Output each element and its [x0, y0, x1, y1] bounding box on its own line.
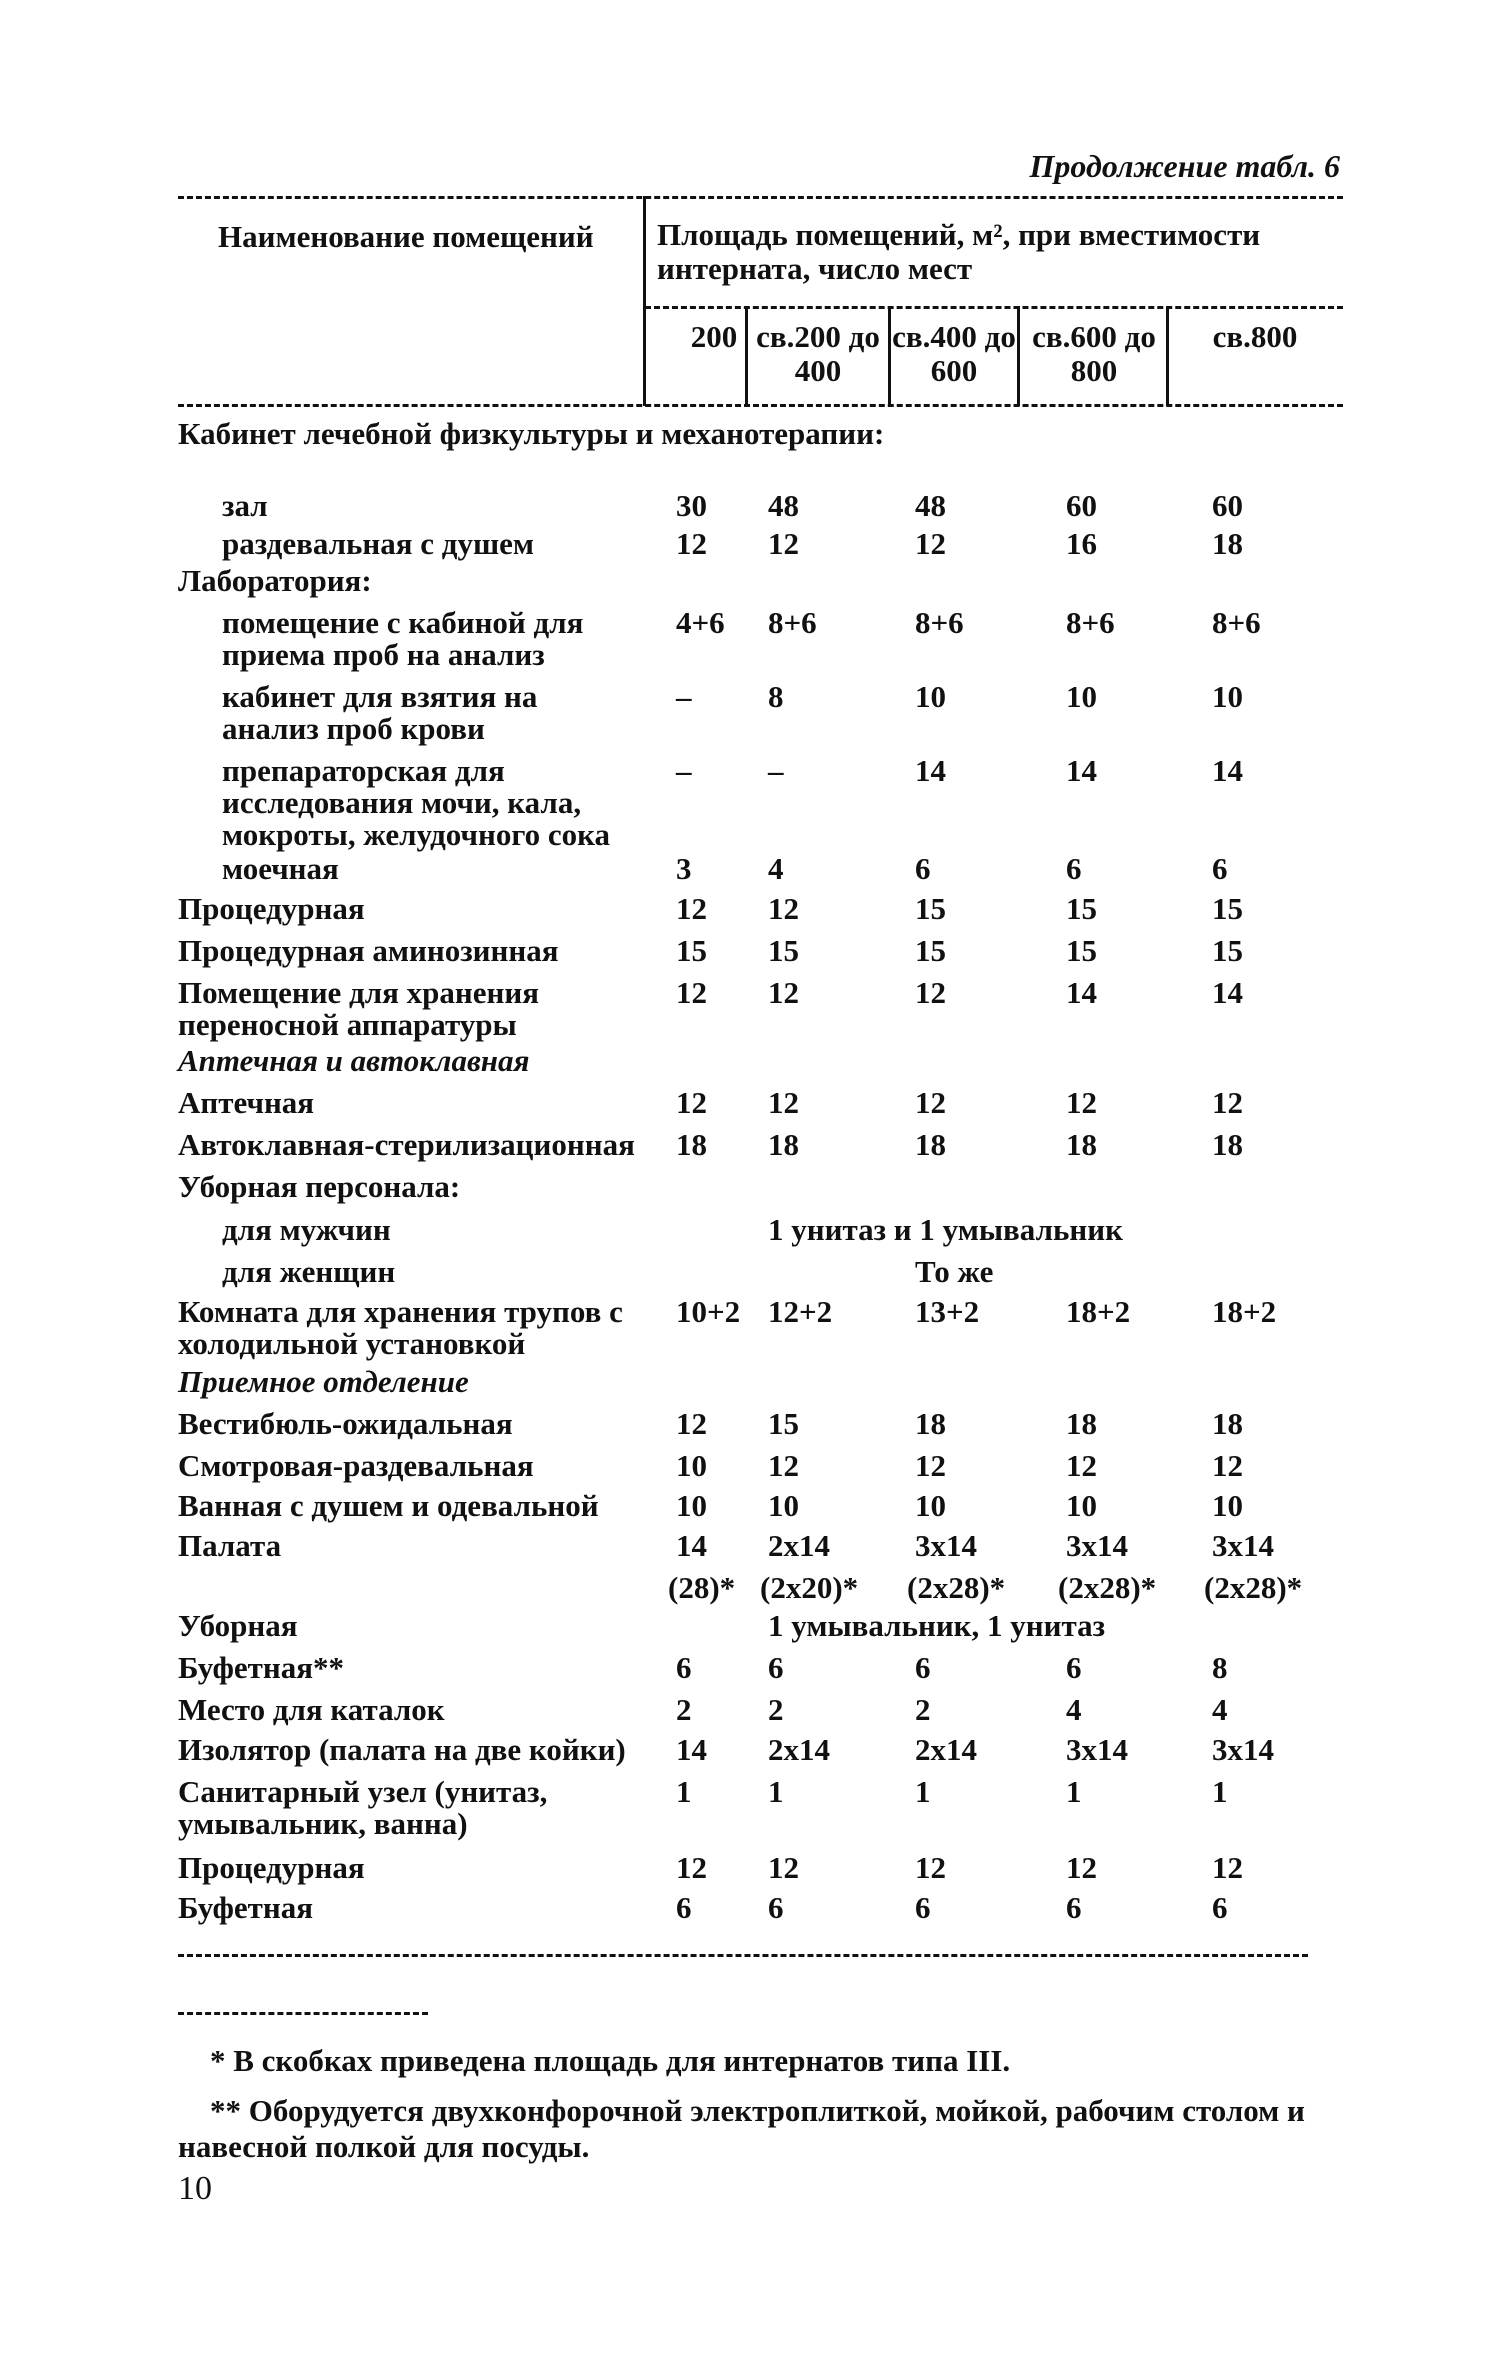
area-value: 18 [915, 1406, 946, 1441]
area-value: 6 [1212, 851, 1228, 886]
room-name: для женщин [222, 1254, 396, 1289]
area-value: 4 [1066, 1692, 1082, 1727]
room-name: для мужчин [222, 1212, 391, 1247]
area-value: (28)* [668, 1570, 736, 1605]
room-name: Палата [178, 1528, 282, 1563]
area-value: 18 [915, 1127, 946, 1162]
area-value: 13+2 [915, 1294, 980, 1329]
room-name: Вестибюль-ожидальная [178, 1406, 513, 1441]
area-value: 12 [1212, 1085, 1243, 1120]
area-value: 1 [1066, 1774, 1082, 1809]
area-value: 14 [1212, 753, 1243, 788]
area-value: 6 [768, 1890, 784, 1925]
area-value: 6 [676, 1650, 692, 1685]
area-value: 15 [768, 933, 799, 968]
area-value: 3x14 [915, 1528, 977, 1563]
area-value: 6 [676, 1890, 692, 1925]
area-value: 1 [915, 1774, 931, 1809]
area-value: 2x14 [768, 1732, 830, 1767]
room-name: Помещение для хранения переносной аппаратуры [178, 975, 540, 1042]
room-name: Комната для хранения трупов с холодильной установкой [178, 1294, 623, 1361]
area-value: 3x14 [1212, 1732, 1274, 1767]
area-value: 12 [676, 526, 707, 561]
room-name: Уборная персонала: [178, 1169, 461, 1204]
room-name: Уборная [178, 1608, 298, 1643]
area-value: 18 [1066, 1127, 1097, 1162]
area-value: 14 [676, 1528, 707, 1563]
area-value: 4+6 [676, 605, 725, 640]
room-name: Буфетная [178, 1890, 314, 1925]
area-value: 14 [676, 1732, 707, 1767]
area-value: 4 [768, 851, 784, 886]
subheader-col-3: св.400 до 600 [892, 319, 1016, 388]
area-value: 48 [915, 488, 946, 523]
area-value: 15 [1066, 933, 1097, 968]
subheader-col-5: св.800 [1212, 319, 1298, 354]
area-value: 12 [1066, 1448, 1097, 1483]
area-value: 8+6 [768, 605, 817, 640]
area-value: 10 [915, 1488, 946, 1523]
area-value: 12 [1212, 1448, 1243, 1483]
area-value: 3x14 [1066, 1732, 1128, 1767]
area-value: 60 [1212, 488, 1243, 523]
subcol-divider-2 [888, 306, 891, 406]
area-value: 8+6 [915, 605, 964, 640]
room-name: препараторская для исследования мочи, кала, мокроты, желудочного сока [222, 753, 611, 852]
area-value: 1 [1212, 1774, 1228, 1809]
header-divider [643, 196, 646, 406]
area-value: 3 [676, 851, 692, 886]
area-value: 2 [768, 1692, 784, 1727]
area-value: 10 [1212, 1488, 1243, 1523]
area-value: 2 [676, 1692, 692, 1727]
area-value: 12 [1212, 1850, 1243, 1885]
area-value: 12 [1066, 1850, 1097, 1885]
area-value: 6 [1066, 1890, 1082, 1925]
subheader-col-1: 200 [690, 319, 738, 354]
area-value: 12 [768, 1448, 799, 1483]
area-value: 6 [1212, 1890, 1228, 1925]
area-value: 1 [676, 1774, 692, 1809]
area-value: 6 [915, 1890, 931, 1925]
subheader-col-4: св.600 до 800 [1032, 319, 1156, 388]
area-value: 12 [915, 1448, 946, 1483]
footnote-2: ** Оборудуется двухконфорочной электроплиткой, мойкой, рабочим столом и навесной полкой для посуды. [178, 2093, 1305, 2164]
header-top-rule [178, 196, 1343, 199]
area-value: 10+2 [676, 1294, 741, 1329]
area-value: 15 [1212, 891, 1243, 926]
area-value: – [676, 753, 692, 788]
area-value: (2x28)* [1204, 1570, 1303, 1605]
area-value: 2x14 [768, 1528, 830, 1563]
room-name: Буфетная** [178, 1650, 345, 1685]
subheader-col-2: св.200 до 400 [756, 319, 880, 388]
area-value: 12 [676, 1085, 707, 1120]
room-name: Изолятор (палата на две койки) [178, 1732, 626, 1767]
area-value: 12 [676, 1850, 707, 1885]
merged-value: 1 умывальник, 1 унитаз [768, 1608, 1106, 1643]
room-name: Санитарный узел (унитаз, умывальник, ванна) [178, 1774, 548, 1841]
area-value: 6 [1066, 851, 1082, 886]
area-value: 3x14 [1066, 1528, 1128, 1563]
area-value: 10 [1066, 679, 1097, 714]
room-name: Кабинет лечебной физкультуры и механотерапии: [178, 416, 885, 451]
area-value: 18+2 [1212, 1294, 1277, 1329]
area-value: 12 [768, 1085, 799, 1120]
area-value: 18+2 [1066, 1294, 1131, 1329]
area-value: 18 [768, 1127, 799, 1162]
room-name: кабинет для взятия на анализ проб крови [222, 679, 538, 746]
merged-value: То же [915, 1254, 994, 1289]
area-value: 1 [768, 1774, 784, 1809]
room-name: Процедурная [178, 891, 365, 926]
area-value: 8+6 [1066, 605, 1115, 640]
area-value: (2x28)* [907, 1570, 1006, 1605]
area-value: – [768, 753, 784, 788]
area-value: 18 [1212, 1127, 1243, 1162]
area-value: 16 [1066, 526, 1097, 561]
area-value: 30 [676, 488, 707, 523]
area-value: 18 [1212, 1406, 1243, 1441]
room-name: моечная [222, 851, 339, 886]
area-value: 14 [1066, 975, 1097, 1010]
area-value: (2x20)* [760, 1570, 859, 1605]
area-value: 12 [676, 1406, 707, 1441]
header-name-column: Наименование помещений [218, 219, 594, 254]
area-value: 4 [1212, 1692, 1228, 1727]
room-name: Аптечная [178, 1085, 315, 1120]
area-value: 8+6 [1212, 605, 1261, 640]
area-value: 12 [768, 891, 799, 926]
room-name: Место для каталок [178, 1692, 445, 1727]
area-value: 12 [915, 1085, 946, 1120]
area-value: 15 [915, 891, 946, 926]
area-value: 15 [676, 933, 707, 968]
area-value: – [676, 679, 692, 714]
area-value: 3x14 [1212, 1528, 1274, 1563]
area-value: 10 [676, 1488, 707, 1523]
area-value: 15 [1212, 933, 1243, 968]
room-name: Аптечная и автоклавная [178, 1043, 530, 1078]
area-value: 6 [768, 1650, 784, 1685]
room-name: Смотровая-раздевальная [178, 1448, 534, 1483]
room-name: помещение с кабиной для приема проб на анализ [222, 605, 584, 672]
area-value: 6 [915, 851, 931, 886]
room-name: Ванная с душем и одевальной [178, 1488, 599, 1523]
area-value: 14 [915, 753, 946, 788]
merged-value: 1 унитаз и 1 умывальник [768, 1212, 1123, 1247]
area-value: 8 [1212, 1650, 1228, 1685]
area-value: 10 [768, 1488, 799, 1523]
area-value: 12 [676, 891, 707, 926]
room-name: Автоклавная-стерилизационная [178, 1127, 635, 1162]
area-value: 15 [1066, 891, 1097, 926]
area-value: 12 [768, 1850, 799, 1885]
area-value: 10 [915, 679, 946, 714]
area-value: 14 [1066, 753, 1097, 788]
area-value: 2 [915, 1692, 931, 1727]
area-value: 60 [1066, 488, 1097, 523]
room-name: раздевальная с душем [222, 526, 534, 561]
header-area-column: Площадь помещений, м², при вместимости интерната, число мест [657, 217, 1261, 286]
subheader-rule [645, 306, 1343, 309]
area-value: 18 [1066, 1406, 1097, 1441]
area-value: 18 [1212, 526, 1243, 561]
footnote-1: * В скобках приведена площадь для интернатов типа III. [210, 2043, 1011, 2078]
room-name: Процедурная [178, 1850, 365, 1885]
area-value: 18 [676, 1127, 707, 1162]
table-caption: Продолжение табл. 6 [1029, 148, 1340, 184]
room-name: Приемное отделение [178, 1364, 469, 1399]
area-value: 2x14 [915, 1732, 977, 1767]
area-value: 15 [915, 933, 946, 968]
area-value: 10 [676, 1448, 707, 1483]
area-value: 6 [915, 1650, 931, 1685]
area-value: 12 [1066, 1085, 1097, 1120]
room-name: Процедурная аминозинная [178, 933, 559, 968]
area-value: 15 [768, 1406, 799, 1441]
area-value: 12 [768, 526, 799, 561]
area-value: 12 [676, 975, 707, 1010]
area-value: 12 [768, 975, 799, 1010]
footnote-separator [178, 2012, 428, 2015]
area-value: 14 [1212, 975, 1243, 1010]
area-value: 12 [915, 526, 946, 561]
room-name: зал [222, 488, 268, 523]
page-number: 10 [178, 2170, 212, 2207]
subcol-divider-3 [1017, 306, 1020, 406]
area-value: 48 [768, 488, 799, 523]
area-value: 12 [915, 975, 946, 1010]
area-value: 8 [768, 679, 784, 714]
area-value: 10 [1212, 679, 1243, 714]
area-value: 12 [915, 1850, 946, 1885]
area-value: 10 [1066, 1488, 1097, 1523]
table-bottom-rule [178, 1954, 1308, 1957]
area-value: 12+2 [768, 1294, 833, 1329]
area-value: 6 [1066, 1650, 1082, 1685]
area-value: (2x28)* [1058, 1570, 1157, 1605]
room-name: Лаборатория: [178, 563, 372, 598]
